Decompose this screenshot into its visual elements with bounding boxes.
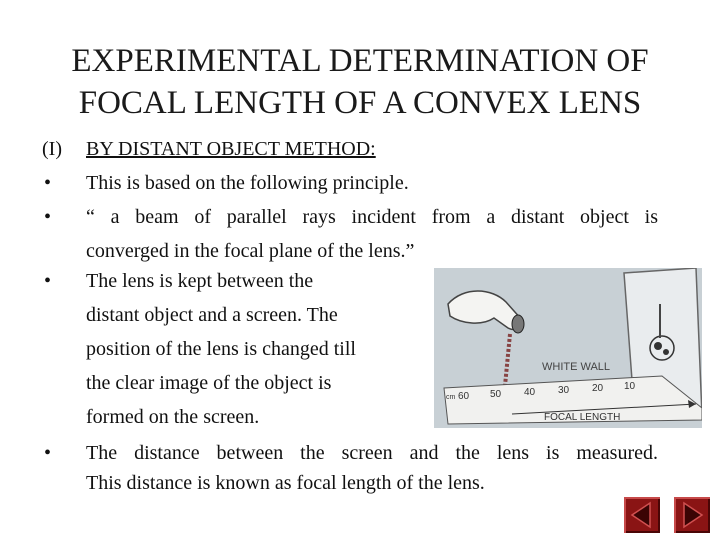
wall-label: WHITE WALL (542, 361, 611, 373)
ruler-tick: 20 (592, 383, 604, 394)
lens-sketch (512, 315, 524, 333)
ruler-tick: 30 (558, 385, 570, 396)
heading-text: BY DISTANT OBJECT METHOD: (86, 138, 376, 160)
next-slide-button[interactable] (674, 497, 710, 533)
bullet-3-line-4: the clear image of the object is (86, 372, 332, 394)
bullet-3-line-3: position of the lens is changed till (86, 338, 356, 360)
title-line-2: FOCAL LENGTH OF A CONVEX LENS (78, 85, 642, 121)
triangle-left-icon (624, 497, 660, 533)
bullet-3-line-1: The lens is kept between the (86, 270, 314, 292)
bullet-4-line-2: This distance is known as focal length of the lens. (86, 472, 485, 494)
bullet-3-line-5: formed on the screen. (86, 406, 260, 428)
focal-label: FOCAL LENGTH (544, 412, 621, 423)
bullet-2-line-2: converged in the focal plane of the lens.” (86, 240, 415, 262)
title-line-1: EXPERIMENTAL DETERMINATION OF (71, 43, 649, 79)
ruler-tick: 60 (458, 391, 470, 402)
prev-slide-button[interactable] (624, 497, 660, 533)
bullet-marker: • (44, 206, 52, 228)
ruler-unit: cm (446, 394, 456, 401)
bullet-marker: • (44, 270, 52, 292)
experiment-illustration (434, 268, 702, 428)
bullet-2-line-1: “ a beam of parallel rays incident from a distant object is (86, 206, 658, 228)
ruler-tick: 50 (490, 389, 502, 400)
bullet-1-text: This is based on the following principle. (86, 172, 409, 194)
bullet-3-line-2: distant object and a screen. The (86, 304, 338, 326)
ruler-tick: 40 (524, 387, 536, 398)
bullet-4-line-1: The distance between the screen and the lens is measured. (86, 442, 658, 464)
experiment-photo (434, 268, 702, 428)
triangle-right-icon (674, 497, 710, 533)
bullet-marker: • (44, 442, 52, 464)
heading-marker: (I) (42, 138, 62, 160)
slide-title (20, 40, 700, 124)
ruler-tick: 10 (624, 381, 636, 392)
bullet-marker: • (44, 172, 52, 194)
